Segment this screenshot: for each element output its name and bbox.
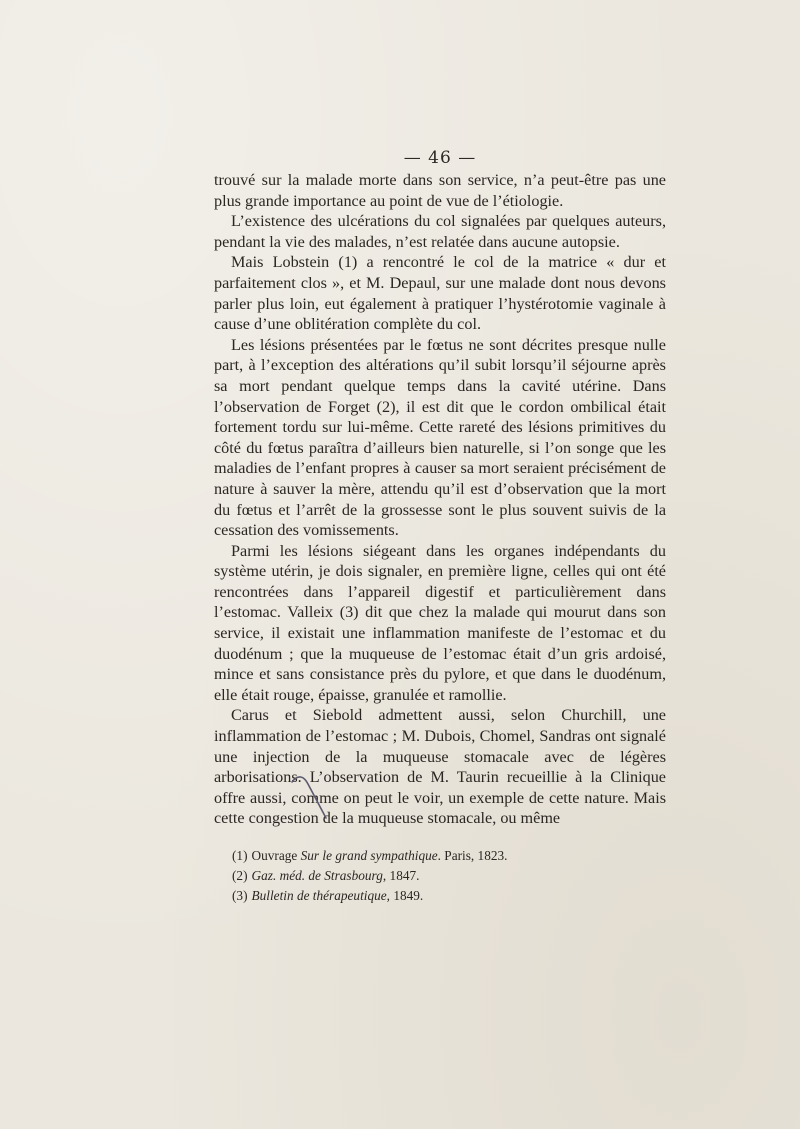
footnote-text: , 1849. — [386, 888, 424, 903]
paragraph-foetus-lesions: Les lésions présentées par le fœtus ne sont décrites presque nulle part, à l’exception des altérations qu’il subit lorsqu’il séjourne après sa mort pendant quelque temps dans la cavité utérine. Dans l’observation de Forget (2), il est dit que le cordon ombilical était fortement tordu sur lui-même. Cette rareté des lésions primitives du côté du fœtus paraîtra d’ailleurs bien naturelle, si l’on songe que les maladies de l’enfant propres à causer sa mort seraient précisément de nature à sauver la mère, attendu qu’il est d’observation que la mort du fœtus et l’arrêt de la grossesse sont le plus souvent suivis de la cessation des vomissements. — [214, 335, 666, 540]
footnotes — [232, 846, 632, 906]
footnote-1 — [232, 846, 632, 866]
footnote-text: Ouvrage — [251, 848, 301, 863]
paragraph-digestive-lesions: Parmi les lésions siégeant dans les organes indépendants du système utérin, je dois signaler, en première ligne, celles qui ont été rencontrées dans l’appareil digestif et particulièrement dans l’estomac. Valleix (3) dit que chez la malade qui mourut dans son service, il existait une inflammation manifeste de l’estomac et du duodénum ; que la muqueuse de l’estomac était d’un gris ardoisé, mince et sans consistance près du pylore, et que dans le duodénum, elle était rouge, épaisse, granulée et ramollie. — [214, 541, 666, 704]
footnote-marker: (2) — [232, 868, 248, 883]
footnote-3 — [232, 886, 632, 906]
footnote-title: Bulletin de thérapeutique — [251, 888, 387, 903]
footnote-title: Sur le grand sympathique — [300, 848, 438, 863]
footnote-marker: (1) — [232, 848, 248, 863]
paragraph-stomach-inflammation: Carus et Siebold admettent aussi, selon Churchill, une inflammation de l’estomac ; M. Dubois, Chomel, Sandras ont signalé une injection de la muqueuse stomacale avec de légères arborisations. L’observation de M. Taurin recueillie à la Clinique offre aussi, comme on peut le voir, un exemple de cette nature. Mais cette congestion de la muqueuse stomacale, ou même — [214, 706, 666, 828]
footnote-title: Gaz. méd. de Strasbourg — [251, 868, 383, 883]
body-text — [214, 170, 666, 829]
footnote-text: . Paris, 1823. — [437, 848, 508, 863]
paragraph-continuation: trouvé sur la malade morte dans son service, n’a peut-être pas une plus grande importance au point de vue de l’étiologie. — [214, 171, 666, 210]
page-number: — 46 — — [403, 148, 477, 168]
pencil-mark-icon — [288, 768, 338, 828]
footnote-text: , 1847. — [382, 868, 420, 883]
paragraph-lobstein: Mais Lobstein (1) a rencontré le col de la matrice « dur et parfaitement clos », et M. Depaul, sur une malade dont nous devons parler plus loin, eut également à pratiquer l’hystérotomie vaginale à cause d’une oblitération complète du col. — [214, 253, 666, 334]
footnote-marker: (3) — [232, 888, 248, 903]
paragraph-ulcerations: L’existence des ulcérations du col signalées par quelques auteurs, pendant la vie des malades, n’est relatée dans aucune autopsie. — [214, 212, 666, 251]
footnote-2 — [232, 866, 632, 886]
